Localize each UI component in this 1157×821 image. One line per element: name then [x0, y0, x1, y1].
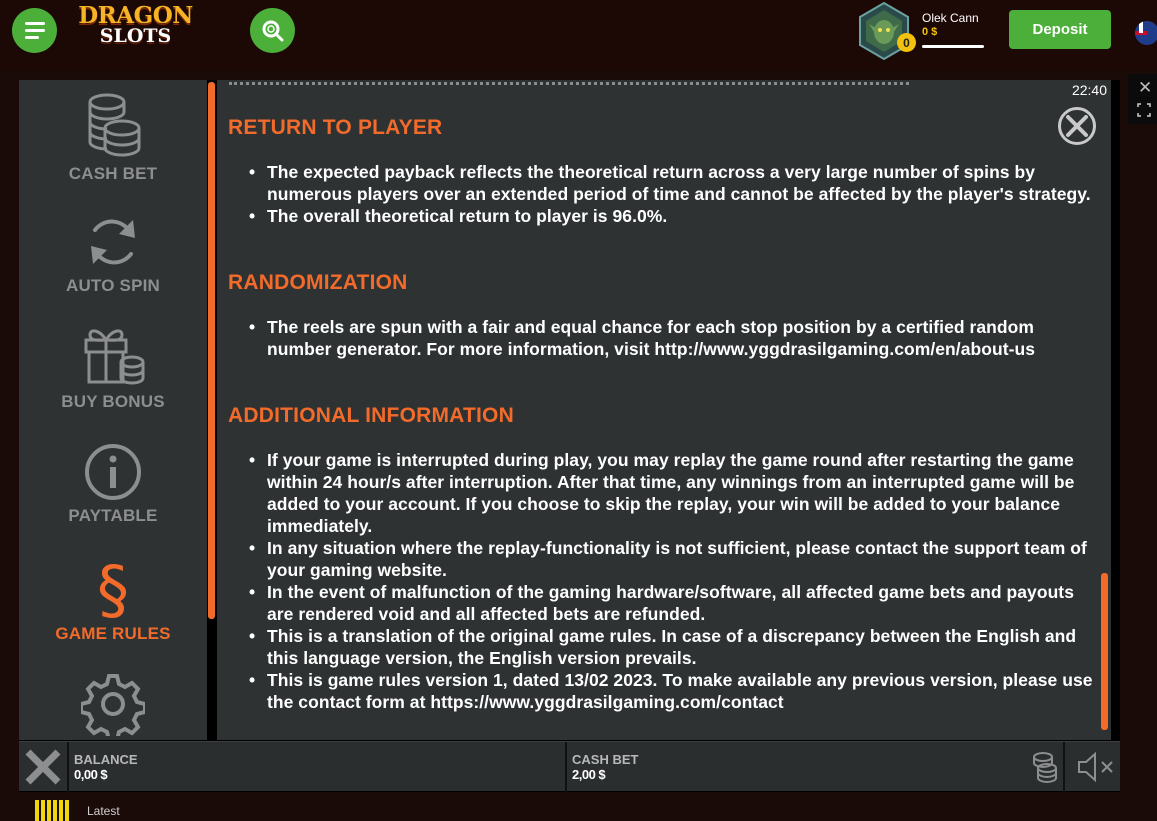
cash-bet-label: CASH BET [572, 752, 639, 767]
level-badge: 0 [897, 33, 916, 52]
randomization-list [247, 316, 1067, 360]
rules-scrollbar[interactable] [1101, 573, 1108, 730]
close-icon [23, 747, 63, 787]
game-menu-sidebar [19, 80, 207, 740]
menu-item-buy-bonus[interactable] [19, 320, 207, 412]
close-rules-icon[interactable] [1057, 106, 1097, 146]
game-bottom-bar [19, 741, 1120, 791]
site-logo[interactable] [78, 4, 193, 52]
divider [67, 742, 69, 792]
coins-icon[interactable] [1031, 751, 1059, 783]
section-sign-icon [93, 554, 133, 620]
info-icon [83, 442, 143, 502]
menu-label-cash-bet: CASH BET [68, 164, 158, 183]
logo-line2: SLOTS [99, 25, 172, 47]
balance-value: 0,00 $ [74, 767, 108, 782]
svg-text:§: § [97, 554, 129, 620]
list-item: • If your game is interrupted during play, you may replay the game round after restarting the game within 24 hour/s after interruption. After that time, any winnings from an interrupted game will be added to your account. If you choose to skip the replay, your win will be added to your balance immediately. [247, 449, 1097, 537]
rtp-list [247, 161, 1097, 227]
user-progress-bar [922, 45, 984, 48]
additional-info-list [247, 449, 1097, 713]
provider-logo [35, 800, 71, 821]
section-title-rtp: RETURN TO PLAYER [228, 116, 443, 139]
cash-bet-value: 2,00 $ [572, 767, 606, 782]
list-item: • The reels are spun with a fair and equal chance for each stop position by a certified random number generator. For more information, visit http://www.yggdrasilgaming.com/en/about-us [247, 316, 1067, 360]
menu-item-auto-spin[interactable] [19, 212, 207, 296]
menu-label-game-rules: GAME RULES [55, 624, 171, 643]
balance-label: BALANCE [74, 752, 138, 767]
section-title-randomization: RANDOMIZATION [228, 271, 408, 294]
close-game-button[interactable] [19, 742, 67, 792]
coins-stack-icon [83, 92, 143, 160]
fullscreen-icon[interactable] [1137, 103, 1151, 117]
gear-icon [81, 672, 145, 736]
username[interactable]: Olek Cann [922, 11, 979, 25]
clock: 22:40 [1071, 82, 1107, 98]
user-balance: 0 $ [922, 26, 938, 38]
close-icon[interactable]: ✕ [1138, 78, 1153, 97]
menu-item-paytable[interactable] [19, 442, 207, 526]
clipped-text-line [229, 82, 909, 90]
menu-item-cash-bet[interactable] [19, 92, 207, 184]
uk-flag-icon[interactable] [1135, 21, 1157, 45]
latest-label[interactable]: Latest [87, 804, 120, 818]
divider [565, 742, 567, 792]
menu-label-auto-spin: AUTO SPIN [65, 276, 161, 295]
list-item: • The expected payback reflects the theoretical return across a very large number of spins by numerous players over an extended period of time and cannot be affected by the player's strategy. [247, 161, 1097, 205]
list-item: • The overall theoretical return to player is 96.0%. [247, 205, 1097, 227]
gift-icon [78, 320, 148, 388]
search-button[interactable] [250, 8, 295, 53]
menu-label-buy-bonus: BUY BONUS [61, 392, 165, 411]
search-icon [261, 19, 285, 43]
sound-muted-icon[interactable] [1076, 751, 1116, 783]
logo-line1: DRAGON [78, 2, 193, 29]
game-rules-panel [217, 80, 1111, 740]
menu-item-settings[interactable] [19, 672, 207, 740]
menu-button[interactable] [12, 8, 57, 53]
deposit-button[interactable]: Deposit [1009, 10, 1111, 49]
list-item: • In the event of malfunction of the gaming hardware/software, all affected game bets and payouts are rendered void and all affected bets are refunded. [247, 581, 1097, 625]
list-item: • This is game rules version 1, dated 13/02 2023. To make available any previous version, please use the contact form at https://www.yggdrasilgaming.com/contact [247, 669, 1097, 713]
menu-label-paytable: PAYTABLE [68, 506, 158, 525]
menu-item-game-rules[interactable] [19, 554, 207, 644]
refresh-icon [83, 212, 143, 272]
divider [1063, 742, 1065, 792]
list-item: • In any situation where the replay-functionality is not sufficient, please contact the support team of your gaming website. [247, 537, 1097, 581]
list-item: • This is a translation of the original game rules. In case of a discrepancy between the English and this language version, the English version prevails. [247, 625, 1097, 669]
sidebar-scrollbar[interactable] [208, 82, 215, 619]
section-title-additional: ADDITIONAL INFORMATION [228, 404, 514, 427]
hamburger-icon [25, 22, 45, 25]
